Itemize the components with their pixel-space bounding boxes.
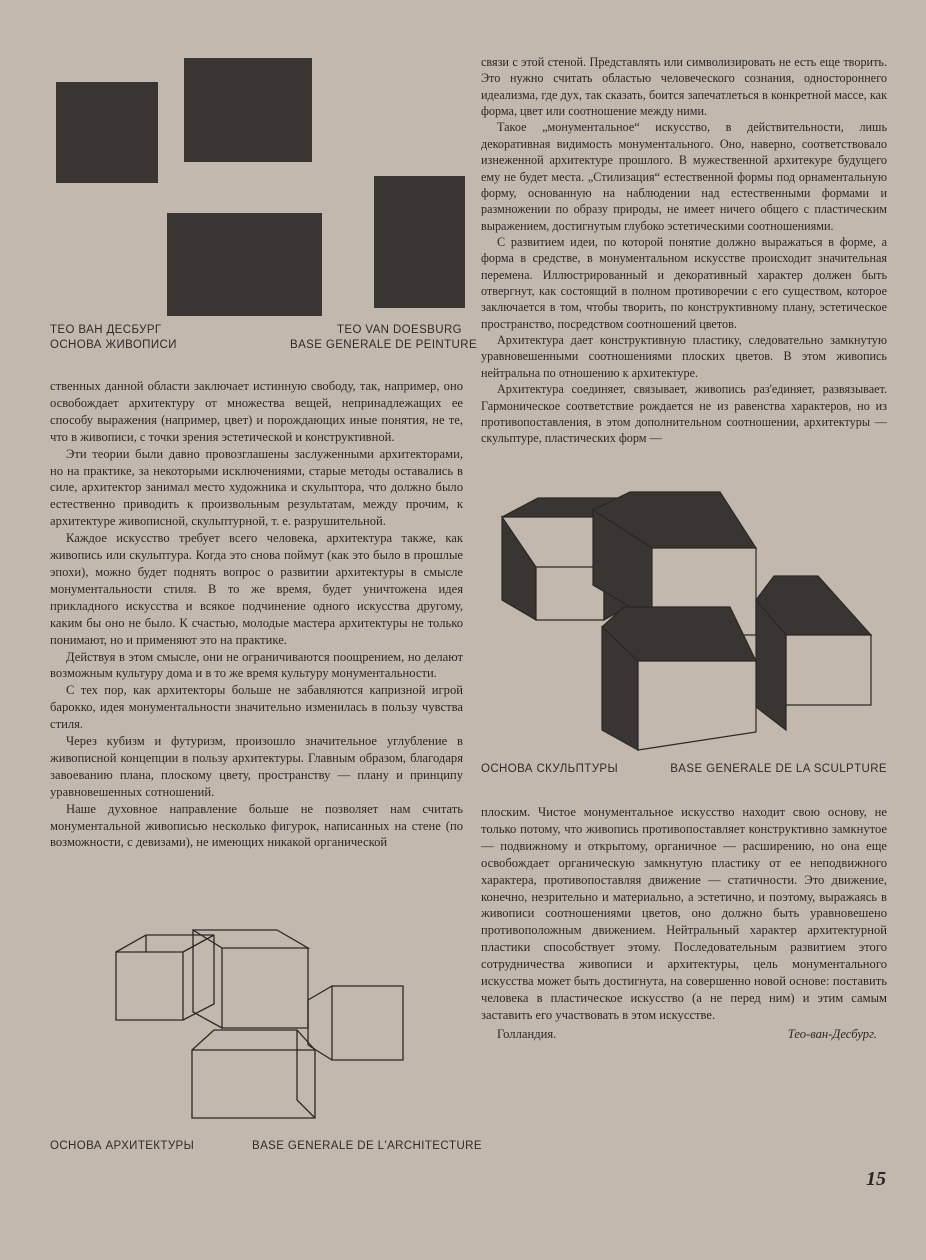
architecture-caption-left: ОСНОВА АРХИТЕКТУРЫ [50, 1140, 195, 1152]
sculpture-figure [490, 480, 885, 760]
architecture-caption-right: BASE GENERALE DE L'ARCHITECTURE [252, 1140, 482, 1152]
painting-caption-left: ТЕО ВАН ДЕСБУРГ ОСНОВА ЖИВОПИСИ [50, 324, 177, 351]
page-number: 15 [866, 1168, 886, 1190]
black-square-3 [167, 213, 322, 316]
paragraph: Такое „монументальное“ искусство, в действительности, лишь декоративная видимость монументального. Оно, наверно, соответствовало изнеженной архитектуре прошлого. В мужественной архитекуре будущего ему не будет места. „Стилизация“ естественной формы под орнаментальную форму, основанную на наблюдении над естественными формами и размножении по образу природы, не имеет ничего общего с пластическим выражением, достигнутым глубоко эстетическими соотношениями. [481, 120, 887, 233]
paragraph: ственных данной области заключает истинную свободу, так, например, оно освобождает архитектуру от множества вещей, непринадлежащих ее способу выражения (например, цвет) и порождающих иные понятия, не те, что в живописи, с точки зрения эстетической и конструктивной. [50, 379, 463, 444]
cube-right-front [786, 635, 871, 705]
wire-box-left [116, 935, 214, 1020]
paragraph: Через кубизм и футуризм, произошло значительное углубление в живописной концепции в пользу архитектуры. Главным образом, благодаря завоеванию плана, плоскому цвету, пространству — плану и принципу уравновешенных сотношений. [50, 734, 463, 799]
wire-box-right [308, 986, 403, 1060]
paragraph: Эти теории были давно провозглашены заслуженными архитекторами, но на практике, за некоторыми исключениями, старые методы оставались в силе, архитектор занимал место художника и скульптора, что должно было естественно приводить к произвольным результатам, между прочим, к архитектуре живописной, скульптурной, т. е. разрушительной. [50, 446, 463, 529]
painting-caption-right: TEO VAN DOESBURG BASE GENERALE DE PEINTURE [290, 324, 478, 351]
black-square-2 [184, 58, 312, 162]
signature-author: Тео-ван-Десбург. [787, 1026, 877, 1041]
sculpture-caption-left: ОСНОВА СКУЛЬПТУРЫ [481, 763, 619, 775]
cube-front-front [638, 661, 756, 750]
left-text-column [50, 378, 463, 851]
signature-place: Голландия. [497, 1026, 557, 1041]
paragraph: С развитием идеи, по которой понятие должно выражаться в форме, а форма в средстве, в монументальном искусстве происходит значительная перемена. Иллюстрированный и декоративный характер должен быть отвергнут, как состоящий в полном противоречии с его существом, которое заключается в том, чтобы творить, по конструктивному плану, эстетическое пространство, посредством соотношений цветов. [481, 234, 887, 331]
black-square-4 [374, 176, 465, 308]
paragraph: Наше духовное направление больше не позволяет нам считать монументальной живописью несколько фигурок, написанных на стене (по возможности, с девизами), не имеющих никакой органической [50, 801, 463, 850]
black-square-1 [56, 82, 158, 183]
wire-box-front [192, 1030, 315, 1118]
paragraph: Каждое искусство требует всего человека, архитектура также, как живопись или скульптура. Когда это снова поймут (как это было в прошлые эпохи), можно будет поднять вопрос о развитии архитектуры в смысле монументальности стиля. В то же время, будет уничтожена идея прикладного искусства и всякое подчинение одного искусства другому, каким бы оно не было. К счастью, молодые мастера архитектуры не только понимают, но и применяют это на практике. [50, 531, 463, 647]
paragraph: Архитектура дает конструктивную пластику, следовательно замкнутую уравновешенными соотношениями плоских цветов. В этом живопись нейтральна по отношению к архитектуре. [481, 333, 887, 380]
signature-line [481, 1026, 887, 1043]
right-text-column-bottom [481, 804, 887, 1043]
paragraph: плоским. Чистое монументальное искусство находит свою основу, не только потому, что живопись противопоставляет конструктивно замкнутое — подвижному и открытому, органичное — расширению, но она еще освобождает органическую замкнутую пластику от ее неподвижного характера, противопоставляя движение — статичности. Это движение, конечно, незрительно и материально, а эстетично, и поэтому, выражаясь в живописи соотношениями цветов, оно должно быть уравновешено противоположным движением. Нейтральный характер архитектурной пластики способствует этому. Последовательным развитием этого сотрудничества живописи и архитектуры, цель монументального искусства может быть достигнута, на совершенно новой основе: поставить человека в пластическое искусство (а не перед ним) и этим самым заставить его участвовать в этом искусстве. [481, 805, 887, 1022]
paragraph: Архитектура соединяет, связывает, живопись раз'единяет, развязывает. Гармоническое соответствие рождается не из равенства характеров, но из противопоставления, в этом дополнительном соотношении, архитектуры — скульптуре, пластических форм — [481, 382, 887, 446]
painting-figure [40, 50, 470, 320]
paragraph: связи с этой стеной. Представлять или символизировать не есть еще творить. Это нужно считать областью человеческого сознания, одностороннего идеализма, где дух, так сказать, боится запечатлеться в конкретной массе, как форма, цвет или соотношение между ними. [481, 55, 887, 119]
paragraph: С тех пор, как архитекторы больше не забавляются капризной игрой барокко, идея монументальности значительно изменилась в пользу чувства стиля. [50, 683, 463, 732]
right-text-column-top [481, 54, 887, 447]
architecture-figure [100, 920, 420, 1135]
wire-box-center [193, 930, 308, 1028]
cube-upper-left-left [502, 517, 536, 620]
sculpture-caption-right: BASE GENERALE DE LA SCULPTURE [670, 763, 887, 775]
paragraph: Действуя в этом смысле, они не ограничиваются поощрением, но делают возможным культуру дома и в то же время культуру монументальности. [50, 649, 463, 681]
